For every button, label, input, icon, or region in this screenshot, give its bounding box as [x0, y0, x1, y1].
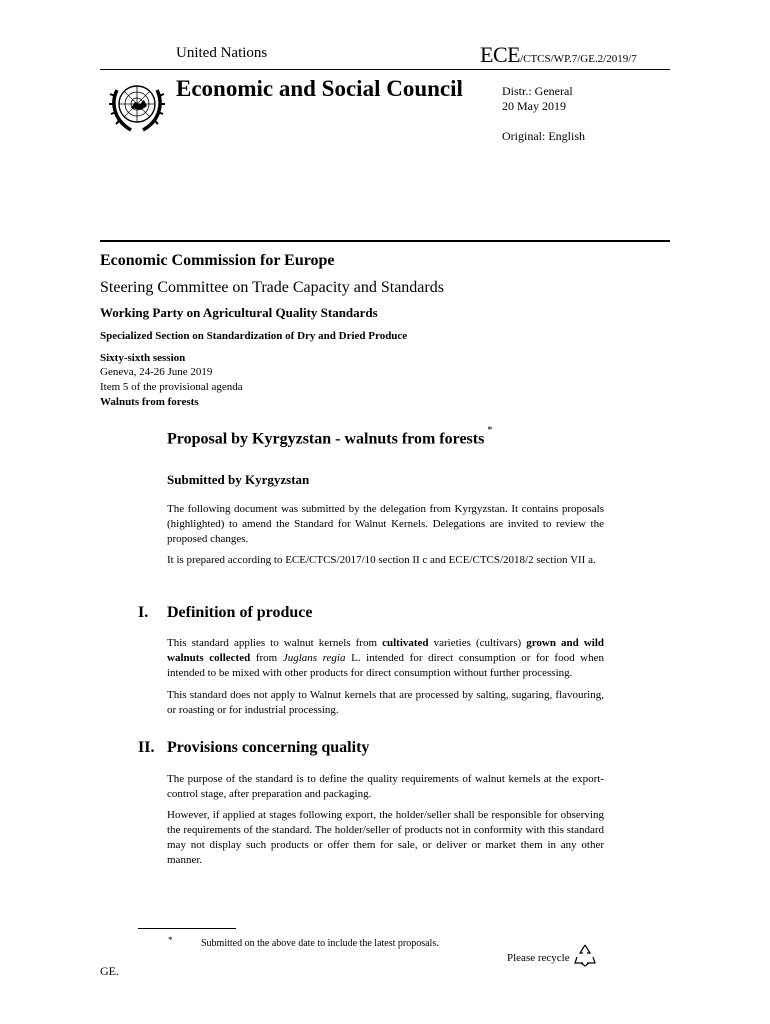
document-symbol [480, 42, 637, 68]
section-paragraph: This standard does not apply to Walnut kernels that are processed by salting, sugaring, flavouring, or roasting or for industrial processing. [167, 689, 604, 716]
recycle-label: Please recycle [507, 952, 570, 964]
working-party: Working Party on Agricultural Quality Standards [100, 305, 378, 320]
section-heading: Provisions concerning quality [167, 739, 370, 756]
org-name: United Nations [176, 45, 268, 61]
section-paragraph: However, if applied at stages following export, the holder/seller shall be responsible for observing the requirements of the standard. The holder/seller of products not in conformity with this standard may not display such products or offer them for sale, or deliver or market them in any other manner. [167, 809, 604, 866]
document-title [167, 425, 493, 448]
footnote-mark: * [168, 935, 173, 945]
header-rule [100, 69, 670, 70]
session-name: Sixty-sixth session [100, 352, 186, 364]
steering-committee: Steering Committee on Trade Capacity and Standards [100, 279, 444, 296]
original-language: Original: English [502, 129, 585, 143]
footnote-text: Submitted on the above date to include the latest proposals. [201, 938, 439, 949]
agenda-item: Item 5 of the provisional agenda [100, 381, 243, 393]
section-paragraph [167, 636, 604, 681]
section-paragraph: The purpose of the standard is to define the quality requirements of walnut kernels at the export-control stage, after preparation and packaging. [167, 773, 604, 800]
commission-name: Economic Commission for Europe [100, 252, 335, 269]
bold-run: grown and wild walnuts collected [167, 637, 605, 664]
symbol-suffix: /CTCS/WP.7/GE.2/2019/7 [520, 53, 637, 65]
section-heading: Definition of produce [167, 604, 313, 621]
distribution: Distr.: General [502, 84, 573, 98]
bold-run: cultivated [382, 637, 429, 649]
issue-date: 20 May 2019 [502, 99, 566, 113]
section-number: I. [138, 604, 149, 621]
symbol-prefix: ECE [480, 42, 521, 67]
section-number: II. [138, 739, 155, 756]
submitted-by: Submitted by Kyrgyzstan [167, 472, 310, 487]
council-title: Economic and Social Council [176, 76, 463, 101]
title-text: Proposal by Kyrgyzstan - walnuts from forests [167, 430, 485, 448]
text-run: from [250, 652, 283, 664]
recycle-icon [572, 942, 598, 968]
title-rule [100, 240, 670, 242]
text-run: This standard applies to walnut kernels from [167, 637, 383, 649]
intro-paragraph: The following document was submitted by the delegation from Kyrgyzstan. It contains proposals (highlighted) to amend the Standard for Walnut Kernels. Delegations are invited to review the proposed changes. [167, 503, 604, 545]
text-run: L. intended for direct consumption or for food when intended to be mixed with other products for direct consumption without further processing. [167, 652, 605, 679]
session-place-date: Geneva, 24-26 June 2019 [100, 366, 213, 378]
document-number: GE. [100, 964, 119, 978]
footnote-rule [138, 928, 236, 929]
text-run: varieties (cultivars) [428, 637, 527, 649]
un-emblem-icon [103, 72, 171, 140]
agenda-item-title: Walnuts from forests [100, 396, 199, 408]
specialized-section: Specialized Section on Standardization of Dry and Dried Produce [100, 330, 408, 342]
italic-run: Juglans regia [282, 652, 346, 664]
title-footnote-mark: * [487, 425, 493, 436]
intro-paragraph-2: It is prepared according to ECE/CTCS/2017/10 section II c and ECE/CTCS/2018/2 section VII a. [167, 554, 596, 566]
